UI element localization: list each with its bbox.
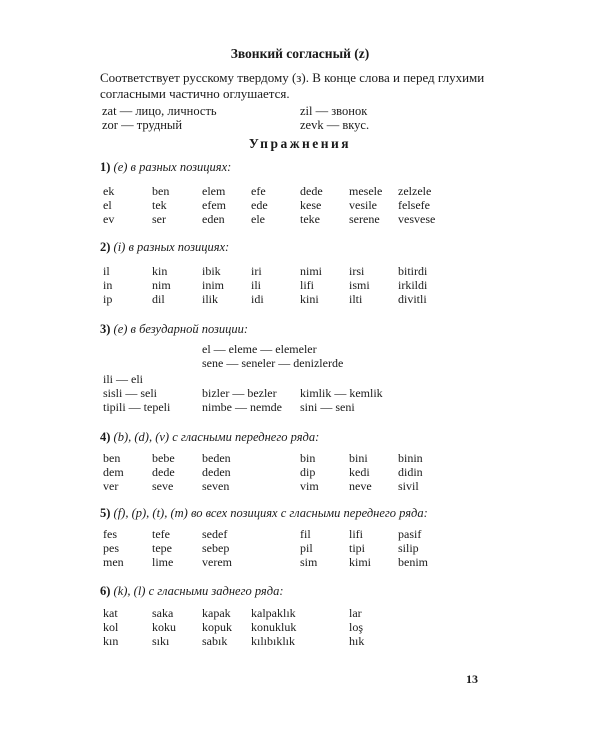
word: kapak [202,606,231,620]
word: kın [103,634,119,648]
word: neve [349,479,372,493]
word: zelzele [398,184,432,198]
word: irsi [349,264,365,278]
word: sedef [202,527,228,541]
word: lime [152,555,174,569]
word: el [103,198,112,212]
word: konukluk [251,620,297,634]
word: felsefe [398,198,430,212]
word: teke [300,212,320,226]
word: nim [152,278,171,292]
page-number: 13 [466,672,478,686]
word: il [103,264,110,278]
word: sim [300,555,318,569]
word: inim [202,278,225,292]
word: kılıbıklık [251,634,296,648]
word: dip [300,465,316,479]
word: fil [300,527,311,541]
word: mesele [349,184,383,198]
word: silip [398,541,419,555]
word: dem [103,465,124,479]
exercise-number: 3) [100,322,111,336]
word: in [103,278,113,292]
exercise-description: (b), (d), (v) с гласными переднего ряда: [113,430,320,444]
word: vim [300,479,319,493]
word: bini [349,451,368,465]
word: beden [202,451,231,465]
word: ev [103,212,115,226]
word: bitirdi [398,264,428,278]
word: kini [300,292,319,306]
word-chain: el — eleme — elemeler [202,342,317,356]
word: efem [202,198,226,212]
word: bin [300,451,316,465]
word: elem [202,184,226,198]
word: lar [349,606,362,620]
word: pasif [398,527,422,541]
word: kalpaklık [251,606,296,620]
word: dede [152,465,175,479]
word: ilti [349,292,363,306]
word: ver [103,479,119,493]
word-chain: sene — seneler — denizlerde [202,356,344,370]
example-zor: zor — трудный [102,118,183,132]
word-pair: sini — seni [300,400,355,414]
exercise-description: (k), (l) с гласными заднего ряда: [113,584,284,598]
word: idi [251,292,264,306]
word: men [103,555,124,569]
exercise-number: 2) [100,240,111,254]
word: dede [300,184,323,198]
word: ben [152,184,170,198]
word: koku [152,620,176,634]
exercise-3-title [100,322,248,337]
word: kat [103,606,118,620]
word-pair: sisli — seli [103,386,158,400]
exercise-2-title [100,240,229,255]
word: pes [103,541,119,555]
word: dil [152,292,165,306]
word: ede [251,198,268,212]
word-pair: nimbe — nemde [202,400,282,414]
word: irkildi [398,278,428,292]
example-zat: zat — лицо, личность [102,104,217,118]
word: benim [398,555,428,569]
exercise-4-title [100,430,319,445]
word: efe [251,184,266,198]
word: sivil [398,479,419,493]
word-pair: bizler — bezler [202,386,277,400]
word: didin [398,465,423,479]
exercise-5-title [100,506,428,521]
word-pair: kimlik — kemlik [300,386,383,400]
exercise-number: 5) [100,506,111,520]
word: lifi [349,527,363,541]
word: tek [152,198,167,212]
word: bebe [152,451,175,465]
exercise-number: 1) [100,160,111,174]
word: vesile [349,198,377,212]
word: verem [202,555,232,569]
exercise-number: 6) [100,584,111,598]
word: tefe [152,527,170,541]
exercise-description: (e) в безударной позиции: [113,322,249,336]
word: fes [103,527,117,541]
section-heading: Звонкий согласный (z) [230,46,370,61]
word: kese [300,198,322,212]
word-pair: ili — eli [103,372,143,386]
word: ser [152,212,166,226]
exercise-1-title [100,160,231,175]
word: lifi [300,278,314,292]
word: sabık [202,634,228,648]
word: sebep [202,541,230,555]
exercises-title: Упражнения [248,136,352,151]
word: kin [152,264,168,278]
word: ele [251,212,265,226]
word: ip [103,292,113,306]
word: vesvese [398,212,436,226]
word: tipi [349,541,366,555]
word: ibik [202,264,221,278]
word: kopuk [202,620,232,634]
exercise-number: 4) [100,430,111,444]
word: deden [202,465,231,479]
word: loş [349,620,364,634]
exercise-description: (e) в разных позициях: [113,160,232,174]
word: kedi [349,465,370,479]
word: ilik [202,292,219,306]
word: divitli [398,292,427,306]
word: tepe [152,541,172,555]
word: ismi [349,278,370,292]
word: eden [202,212,225,226]
word: ek [103,184,115,198]
word-pair: tipili — tepeli [103,400,171,414]
word: seven [202,479,230,493]
exercise-6-title [100,584,283,599]
example-zevk: zevk — вкус. [300,118,370,132]
exercise-description: (i) в разных позициях: [113,240,230,254]
word: sıkı [152,634,170,648]
intro-paragraph: Соответствует русскому твердому (з). В конце слова и перед глухими согласными частично оглушается. [100,70,485,101]
word: pil [300,541,313,555]
word: hık [349,634,365,648]
example-zil: zil — звонок [300,104,368,118]
word: ben [103,451,121,465]
word: kimi [349,555,372,569]
word: kol [103,620,119,634]
word: iri [251,264,262,278]
word: serene [349,212,380,226]
word: seve [152,479,174,493]
word: saka [152,606,174,620]
word: ili [251,278,262,292]
exercise-description: (f), (p), (t), (m) во всех позициях с гласными переднего ряда: [113,506,428,520]
word: binin [398,451,423,465]
word: nimi [300,264,323,278]
